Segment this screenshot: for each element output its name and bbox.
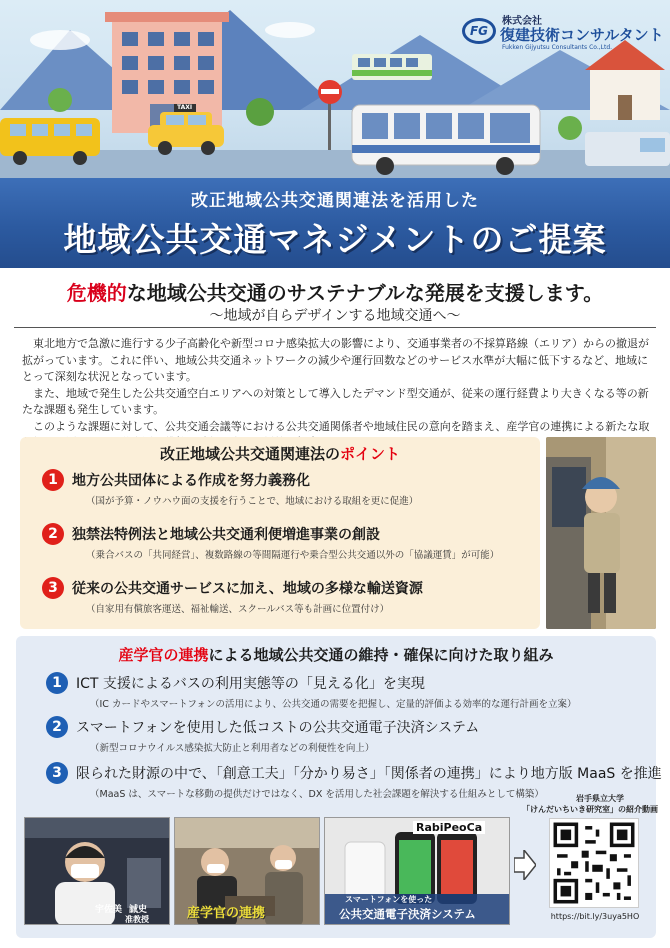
intro-paragraph-1: 東北地方で急激に進行する少子高齢化や新型コロナ感染拡大の影響により、交通事業者の不採算路線（エリア）からの撤退が拡がっています。これに伴い、地域公共交通ネットワークの減少や運行回数などのサービス水準が大幅に低下するなど、地域にとって深刻な状況となっています。 <box>22 337 649 383</box>
qr-url[interactable]: https://bit.ly/3uya5HO <box>550 912 640 921</box>
coop-item-desc: （MaaS は、スマートな移動の提供だけではなく、DX を活用した社会課題を解決する仕組みとして構築） <box>90 789 544 800</box>
coop-item-title: ICT 支援によるバスの利用実態等の「見える化」を実現 <box>76 676 425 692</box>
photo-caption-cooperation: 産学官の連携 <box>187 906 266 921</box>
photo-child-boarding-bus <box>546 437 656 629</box>
qr-code-icon[interactable] <box>549 818 639 908</box>
photo-caption-role: 宇佐美 <box>95 905 123 915</box>
point-desc: （自家用有償旅客運送、福祉輸送、スクールバス等も計画に位置付け） <box>86 604 390 615</box>
photo-caption-title: 准教授 <box>125 915 149 924</box>
coop-item-desc: （新型コロナウイルス感染拡大防止と利用者などの利便性を向上） <box>90 743 375 754</box>
photo-professor <box>24 817 170 925</box>
tagline-text: な地域公共交通のサステナブルな発展を支援します。 <box>126 281 604 305</box>
point-title: 地方公共団体による作成を努力義務化 <box>72 473 310 489</box>
point-title: 独禁法特例法と地域公共交通利便増進事業の創設 <box>72 527 380 543</box>
company-name: 復建技術コンサルタント <box>500 26 664 44</box>
number-badge-icon: 3 <box>42 577 64 599</box>
tagline <box>0 277 670 306</box>
company-logo <box>462 12 662 56</box>
intro-paragraph-2: また、地域で発生した公共交通空白エリアへの対策として導入したデマンド型交通が、従来の運行経費より大きくなる等の新たな課題も発生しています。 <box>22 386 649 416</box>
company-mark-icon: FG <box>462 18 496 44</box>
number-badge-icon: 1 <box>46 672 68 694</box>
tagline-sub: 〜地域が自らデザインする地域交通へ〜 <box>209 308 461 324</box>
photo-caption-name: 誠史 <box>129 905 148 915</box>
qr-label-video: 「けんだいちいき研究室」の紹介動画 <box>522 805 658 814</box>
rabipeoca-logo: RabiPeoCa <box>413 821 485 834</box>
intro-text <box>22 336 650 452</box>
divider <box>14 327 656 328</box>
law-points-box <box>20 437 540 629</box>
intro-paragraph-3: このような課題に対して、公共交通会議等における公共交通関係者や地域住民の意向を踏まえ、産学官の連携による新たな取 <box>33 419 650 433</box>
coop-item-desc: （IC カードやスマートフォンの活用により、公共交通の需要を把握し、定量的評価よる効率的な運行計画を立案） <box>90 699 577 710</box>
photo-payment-system <box>324 817 510 925</box>
taxi-sign: TAXI <box>177 104 193 111</box>
coop-heading <box>16 644 656 665</box>
points-heading-main: 改正地域公共交通関連法の <box>159 445 340 463</box>
qr-label-university: 岩手県立大学 <box>576 794 624 803</box>
number-badge-icon: 2 <box>42 523 64 545</box>
company-label-small: 株式会社 <box>502 16 542 27</box>
coop-item-title: スマートフォンを使用した低コストの公共交通電子決済システム <box>76 720 480 736</box>
number-badge-icon: 2 <box>46 716 68 738</box>
point-desc: （国が予算・ノウハウ面の支援を行うことで、地域における取組を更に促進） <box>86 496 419 507</box>
point-title: 従来の公共交通サービスに加え、地域の多様な輸送資源 <box>72 581 423 597</box>
banner-subtitle: 改正地域公共交通関連法を活用した <box>191 191 479 211</box>
banner-title: 地域公共交通マネジメントのご提案 <box>63 220 607 259</box>
points-heading <box>20 443 540 464</box>
arrow-right-icon <box>514 850 536 880</box>
coop-heading-main: による地域公共交通の維持・確保に向けた取り組み <box>208 646 554 664</box>
hero-illustration <box>0 0 670 180</box>
number-badge-icon: 3 <box>46 762 68 784</box>
title-banner <box>0 178 670 268</box>
photo-caption-payment: 公共交通電子決済システム <box>339 907 476 921</box>
number-badge-icon: 1 <box>42 469 64 491</box>
coop-item-title: 限られた財源の中で、「創意工夫」「分かり易さ」「関係者の連携」により地方版 MaaS を推進 <box>76 766 662 782</box>
points-heading-highlight: ポイント <box>340 445 401 463</box>
photo-caption-small: スマートフォンを使った <box>345 895 433 904</box>
photo-meeting <box>174 817 320 925</box>
company-name-en: Fukken Gijyutsu Consultants Co.,Ltd. <box>502 44 613 51</box>
coop-heading-highlight: 産学官の連携 <box>118 646 209 664</box>
tagline-highlight: 危機的 <box>66 281 127 305</box>
point-desc: （乗合バスの「共同経営」、複数路線の等間隔運行や乗合型公共交通以外の「協議運賃」が可能） <box>86 550 500 561</box>
